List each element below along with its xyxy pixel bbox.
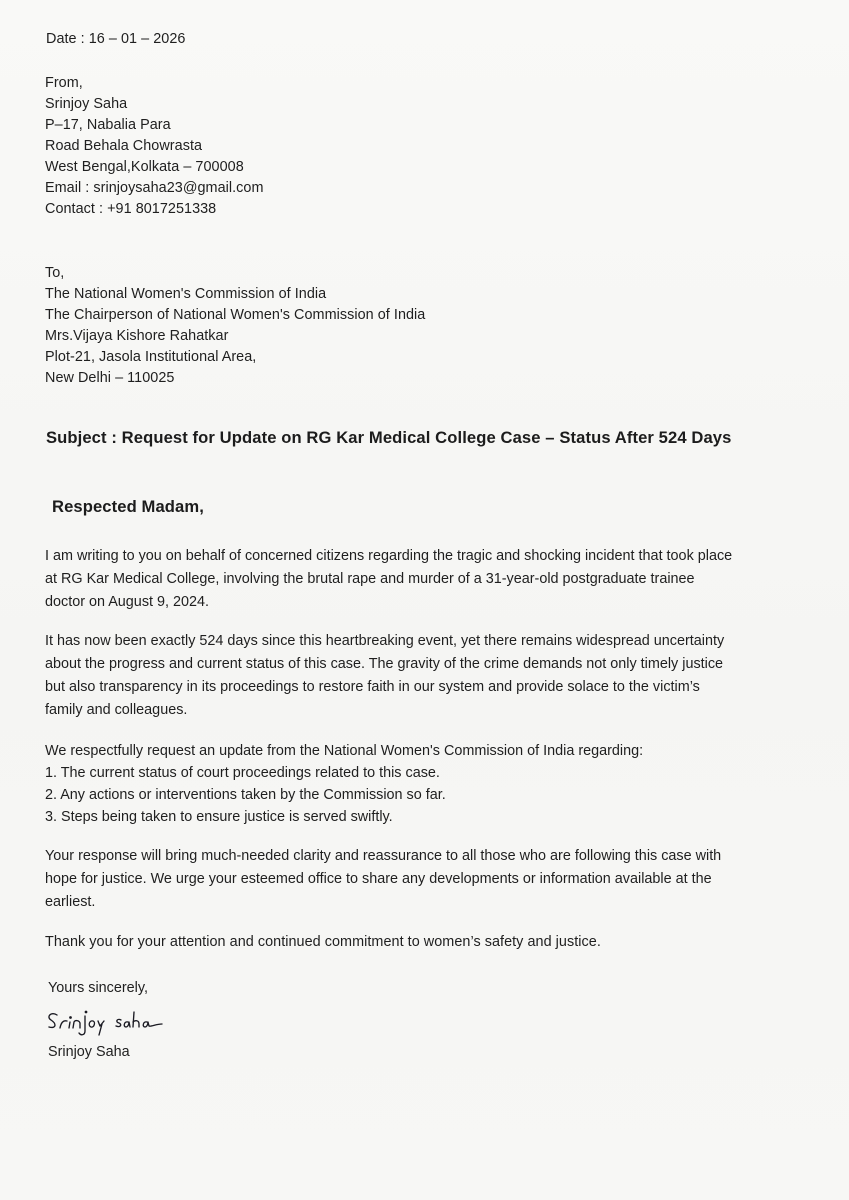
list-item: 3. Steps being taken to ensure justice is served swiftly. [45,809,393,825]
salutation: Respected Madam, [52,497,204,516]
paragraph-line: It has now been exactly 524 days since this heartbreaking event, yet there remains widespread uncertainty [45,633,725,649]
sender-contact: Contact : +91 8017251338 [45,201,217,217]
letter-date: Date : 16 – 01 – 2026 [46,31,186,47]
paragraph-3 [45,740,643,828]
recipient-line: New Delhi – 110025 [45,370,175,386]
paragraph-line: hope for justice. We urge your esteemed office to share any developments or information available at the [45,871,712,887]
paragraph-line: We respectfully request an update from the National Women's Commission of India regarding: [45,743,644,759]
sender-address-line: Road Behala Chowrasta [45,138,203,154]
recipient-name: Mrs.Vijaya Kishore Rahatkar [45,328,229,344]
sender-email: Email : srinjoysaha23@gmail.com [45,180,264,196]
recipient-line: The Chairperson of National Women's Commission of India [45,307,426,323]
recipient-address [45,263,425,389]
paragraph-line: doctor on August 9, 2024. [45,594,210,610]
handwritten-signature [44,1002,184,1042]
sender-address [45,73,264,220]
sender-address-line: P–17, Nabalia Para [45,117,171,133]
to-label: To, [45,265,65,281]
from-label: From, [45,75,83,91]
sender-address-line: West Bengal,Kolkata – 700008 [45,159,244,175]
paragraph-line: at RG Kar Medical College, involving the brutal rape and murder of a 31-year-old postgraduate trainee [45,571,695,587]
letter-subject: Subject : Request for Update on RG Kar Medical College Case – Status After 524 Days [46,428,732,447]
paragraph-line: but also transparency in its proceedings to restore faith in our system and provide solace to the victim’s [45,679,700,695]
recipient-line: Plot-21, Jasola Institutional Area, [45,349,257,365]
paragraph-5: Thank you for your attention and continued commitment to women’s safety and justice. [45,934,601,950]
paragraph-4 [45,845,805,914]
signer-name: Srinjoy Saha [48,1044,130,1060]
paragraph-1 [45,545,805,614]
paragraph-line: about the progress and current status of this case. The gravity of the crime demands not only timely justice [45,656,724,672]
closing: Yours sincerely, [48,980,148,996]
paragraph-2 [45,630,805,722]
paragraph-line: I am writing to you on behalf of concerned citizens regarding the tragic and shocking incident that took place [45,548,733,564]
list-item: 1. The current status of court proceedings related to this case. [45,765,440,781]
recipient-line: The National Women's Commission of India [45,286,327,302]
paragraph-line: earliest. [45,894,96,910]
paragraph-line: family and colleagues. [45,702,188,718]
list-item: 2. Any actions or interventions taken by the Commission so far. [45,787,446,803]
paragraph-line: Your response will bring much-needed clarity and reassurance to all those who are following this case with [45,848,722,864]
sender-name: Srinjoy Saha [45,96,128,112]
